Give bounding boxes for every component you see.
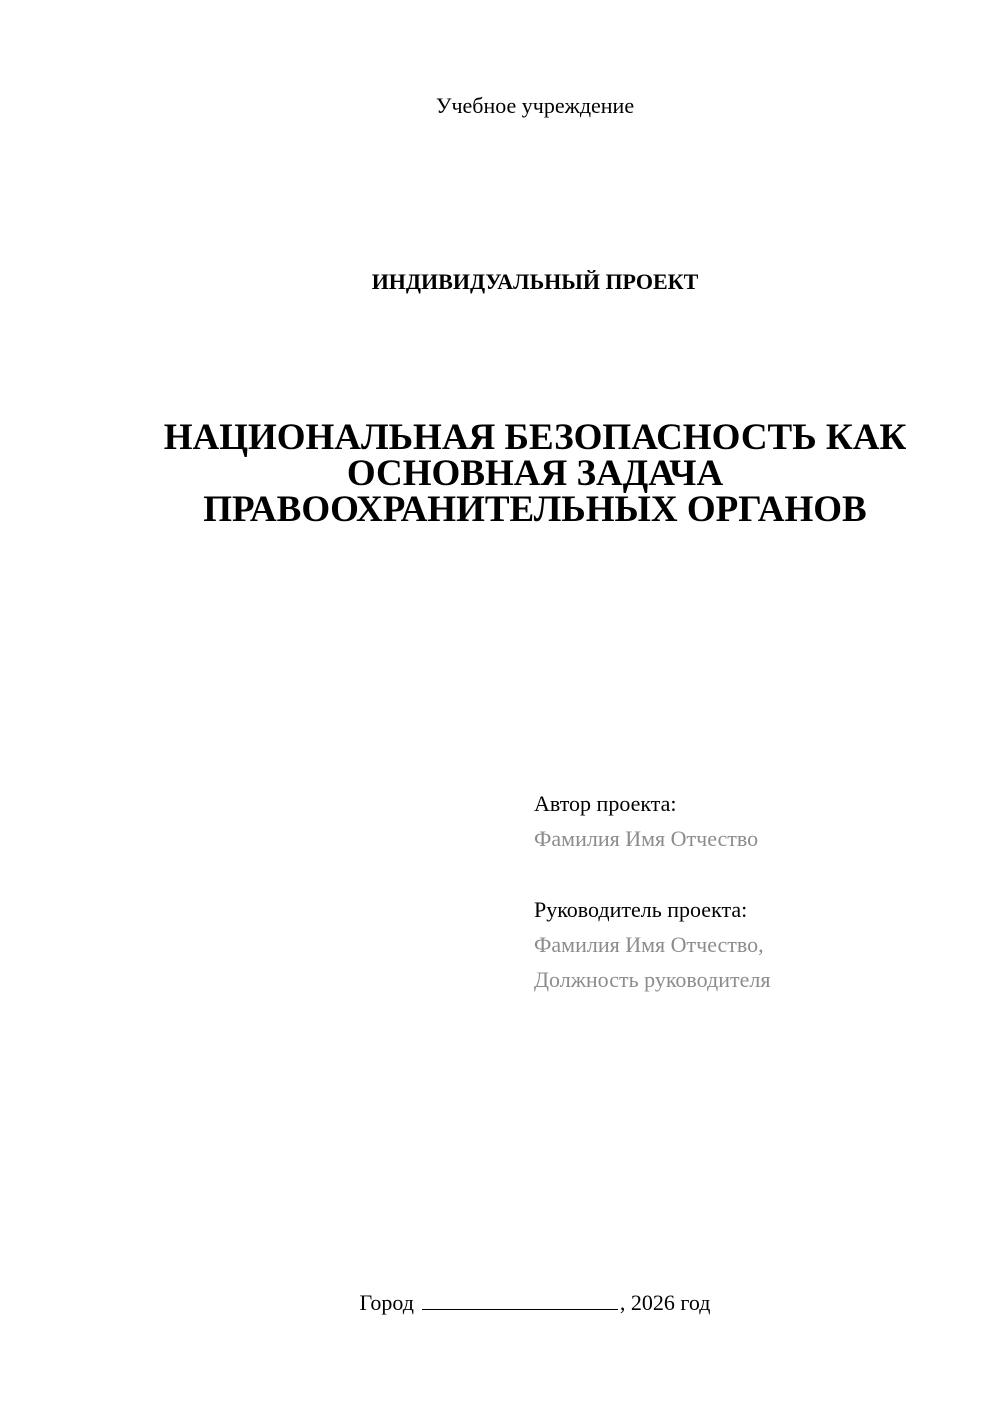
year-text: , 2026 год <box>619 1290 711 1315</box>
city-year-line <box>70 1288 1000 1318</box>
author-name-placeholder: Фамилия Имя Отчество <box>534 826 759 851</box>
title-line: ПРАВООХРАНИТЕЛЬНЫХ ОРГАНОВ <box>203 489 867 530</box>
author-block <box>534 786 974 856</box>
document-type: ИНДИВИДУАЛЬНЫЙ ПРОЕКТ <box>371 269 699 294</box>
supervisor-block <box>534 892 974 997</box>
city-blank-underline <box>422 1289 618 1310</box>
author-label: Автор проекта: <box>534 791 677 816</box>
title-line: НАЦИОНАЛЬНАЯ БЕЗОПАСНОСТЬ КАК <box>163 417 907 458</box>
city-label: Город <box>359 1290 414 1315</box>
title-line: ОСНОВНАЯ ЗАДАЧА <box>346 453 724 494</box>
project-title <box>70 417 1000 530</box>
supervisor-label: Руководитель проекта: <box>534 897 748 922</box>
supervisor-position-placeholder: Должность руководителя <box>534 967 771 992</box>
supervisor-name-placeholder: Фамилия Имя Отчество, <box>534 932 764 957</box>
institution-name: Учебное учреждение <box>435 93 635 118</box>
